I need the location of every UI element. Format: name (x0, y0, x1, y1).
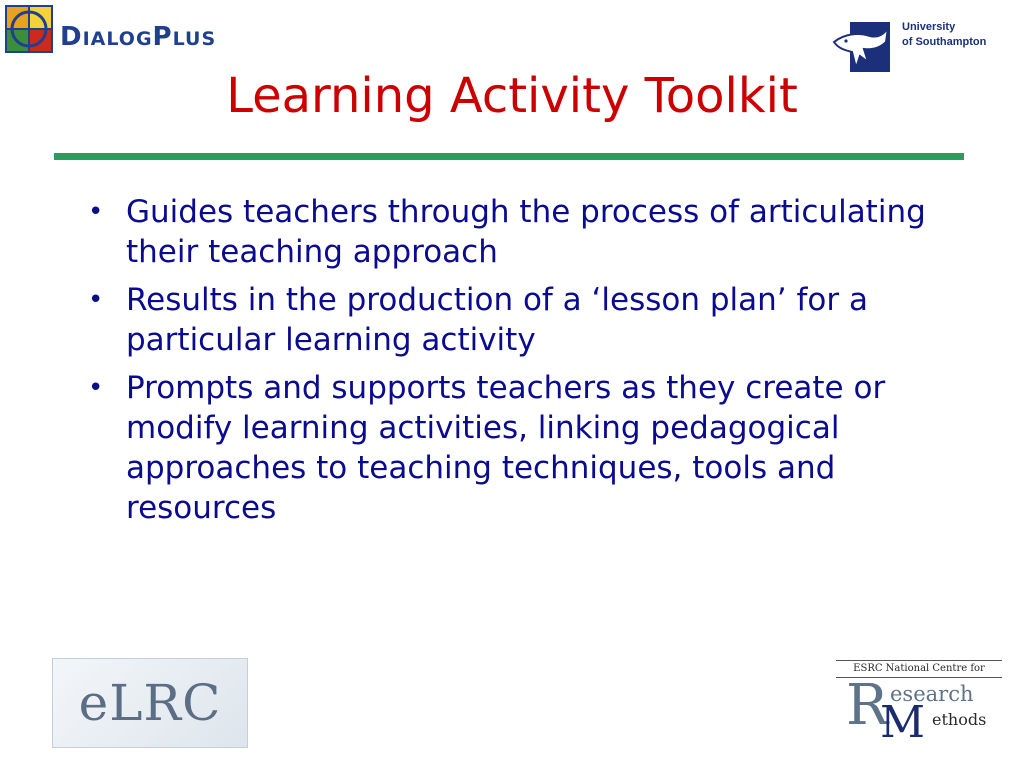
southampton-name (902, 20, 986, 50)
bullet-item: • Guides teachers through the process of articulating their teaching approach (86, 192, 966, 272)
slide-title: Learning Activity Toolkit (226, 68, 798, 124)
esrc-word-methods: ethods (932, 710, 987, 729)
esrc-letter-r: R (846, 673, 889, 738)
esrc-caption: ESRC National Centre for (836, 660, 1002, 678)
dialogplus-logo (4, 4, 274, 60)
title-divider (54, 153, 964, 160)
dialogplus-emblem-icon (4, 4, 54, 54)
dialogplus-wordmark: DIALOGPLUS (60, 22, 217, 52)
elrc-logo (52, 658, 248, 748)
bullet-item: • Results in the production of a ‘lesson plan’ for a particular learning activity (86, 280, 966, 360)
elrc-wordmark: eLRC (78, 674, 222, 732)
esrc-research-methods-logo (836, 660, 1002, 750)
bullet-item: • Prompts and supports teachers as they create or modify learning activities, linking pedagogical approaches to teaching techniques, tools and resources (86, 368, 966, 528)
bullet-list (86, 192, 966, 536)
southampton-line-1: University (902, 21, 956, 33)
esrc-letter-m: M (880, 697, 926, 748)
southampton-line-2: of Southampton (902, 36, 987, 48)
esrc-word-research: esearch (890, 682, 974, 706)
